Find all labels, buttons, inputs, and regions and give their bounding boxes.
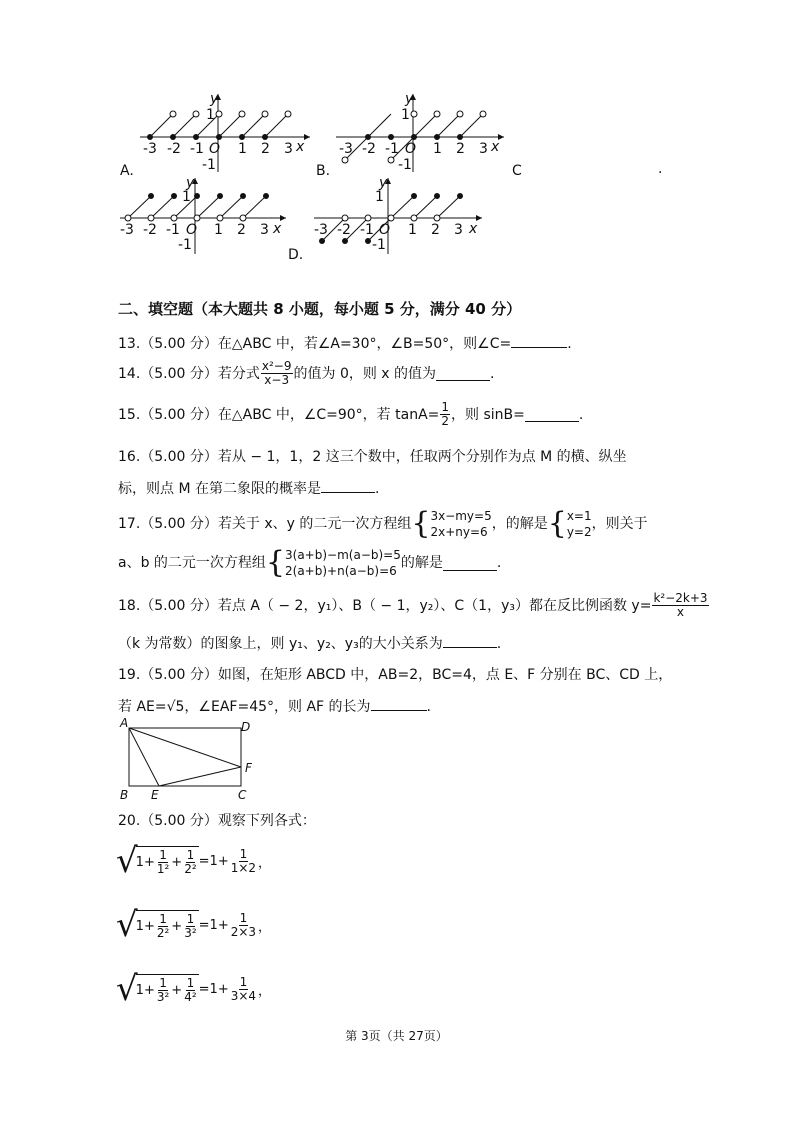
graph-c-tick: O: [186, 222, 198, 238]
q20-e3-one: 1+: [135, 983, 155, 998]
option-a-label: A.: [120, 163, 134, 179]
graph-c-minus-one: -1: [178, 237, 192, 253]
question-16-line1: 16.（5.00 分）若从 − 1，1，2 这三个数中，任取两个分别作为点 M 的横、纵坐: [118, 449, 627, 465]
q17-brace-3: {: [265, 545, 286, 580]
q17-system-2: [285, 547, 401, 579]
graph-option-b: [316, 92, 516, 178]
q14-text-b: 的值为 0，则 x 的值为: [293, 365, 437, 382]
graph-a-tick: -2: [167, 141, 181, 157]
q17-end: .: [496, 555, 502, 571]
fig-label-e: E: [151, 788, 159, 802]
q15-answer-blank[interactable]: [525, 407, 579, 422]
graph-b-tick: 3: [479, 141, 488, 157]
graph-a-tick: 2: [261, 141, 270, 157]
option-b-label: B.: [316, 163, 331, 179]
q14-text: 14.（5.00 分）若分式: [118, 365, 260, 382]
graph-d-x-label: x: [469, 221, 478, 237]
q20-expression-1: [116, 840, 271, 882]
option-c-dot: .: [658, 161, 663, 177]
q20-e3-eq: =1+: [198, 981, 229, 997]
q20-e3-b-num: 1: [186, 976, 195, 990]
q20-e3-frac-a: [156, 977, 170, 1004]
graph-b-one: 1: [401, 107, 410, 123]
graph-b-tick: 1: [433, 141, 442, 157]
q20-expression-2: [116, 904, 271, 946]
q20-e2-tail: ，: [258, 919, 272, 935]
graph-d-minus-one: -1: [372, 237, 386, 253]
q20-e1-b-num: 1: [186, 848, 195, 862]
q17-answer-blank[interactable]: [443, 556, 497, 571]
q18-end: .: [496, 636, 502, 652]
q20-e1-a-den: 1²: [156, 862, 170, 876]
question-18-line1: [118, 592, 710, 619]
q20-e2-frac-a: [156, 913, 170, 940]
graph-a-tick: 3: [284, 141, 293, 157]
q16-text: 标，则点 M 在第二象限的概率是: [118, 481, 321, 497]
q20-e3-r-num: 1: [239, 974, 248, 989]
q20-e2-frac-r: [230, 912, 257, 939]
graph-a-tick: -3: [143, 141, 157, 157]
graph-c-tick: 3: [260, 222, 269, 238]
graph-a-minus-one: -1: [202, 157, 216, 173]
graph-b-x-label: x: [491, 139, 500, 155]
q18-line2-text: （k 为常数）的图象上，则 y₁、y₂、y₃的大小关系为: [118, 636, 443, 652]
q13-end: .: [567, 336, 572, 352]
q20-e1-plus: +: [171, 855, 183, 870]
graph-d-tick: O: [379, 222, 391, 238]
q14-fraction: [261, 360, 293, 387]
q20-e3-r-den: 3×4: [230, 988, 257, 1003]
sqrt-icon: √: [116, 841, 138, 881]
fig-label-a: A: [120, 716, 129, 730]
question-18-line2: [118, 633, 501, 653]
section-heading: 二、填空题（本大题共 8 小题，每小题 5 分，满分 40 分）: [118, 300, 522, 318]
q20-e3-b-den: 4²: [184, 990, 197, 1004]
q20-e2-b-num: 1: [186, 912, 195, 926]
q17-text-b: ，的解是: [491, 516, 548, 532]
graph-b-tick: -2: [362, 141, 376, 157]
graph-c-x-label: x: [273, 221, 282, 237]
option-c-label: C: [512, 163, 522, 179]
graph-d-one: 1: [375, 189, 384, 205]
q18-numerator: k²−2k+3: [653, 591, 708, 605]
graph-b-tick: -3: [339, 141, 353, 157]
graph-c-tick: 2: [237, 222, 246, 238]
q16-answer-blank[interactable]: [321, 478, 375, 493]
q20-e1-b-den: 2²: [184, 862, 197, 876]
graph-b-y-label: y: [405, 91, 414, 107]
q17-brace-2: {: [547, 506, 567, 541]
fig-label-c: C: [238, 788, 247, 802]
graph-d-tick: 2: [431, 222, 440, 238]
q20-e1-r-den: 1×2: [230, 860, 257, 875]
q17-text-c: ，则关于: [591, 516, 648, 532]
graph-b-tick: O: [405, 141, 417, 157]
q15-fraction: [440, 401, 450, 428]
graph-c-tick: -2: [143, 222, 157, 238]
graph-d-tick: -1: [360, 222, 374, 238]
q17-eq2: 2x+ny=6: [430, 525, 488, 539]
graph-option-a: [118, 92, 318, 178]
graph-c-tick: -3: [120, 222, 134, 238]
q20-expression-3: [116, 968, 271, 1010]
q14-denominator: x−3: [264, 373, 290, 387]
q15-text-b: ，则 sinB=: [451, 406, 525, 423]
q20-e2-b-den: 3²: [184, 926, 197, 940]
q20-e2-a-num: 1: [159, 912, 167, 926]
graph-a-one: 1: [206, 107, 215, 123]
question-19-line1: 19.（5.00 分）如图，在矩形 ABCD 中，AB=2，BC=4，点 E、F 分别在 BC、CD 上，: [118, 667, 673, 683]
fig-label-b: B: [120, 788, 129, 802]
q20-e3-a-num: 1: [159, 976, 167, 990]
q15-denominator: 2: [441, 414, 450, 428]
q17-sol1: x=1: [566, 509, 592, 523]
q20-e1-eq: =1+: [198, 853, 229, 869]
q17-brace-1: {: [411, 506, 431, 541]
q15-text: 15.（5.00 分）在△ABC 中，∠C=90°，若 tanA=: [118, 406, 440, 423]
graph-d-y-label: y: [379, 175, 388, 191]
q17-eq4: 2(a+b)+n(a−b)=6: [285, 564, 397, 578]
q20-e1-frac-a: [156, 849, 170, 876]
graph-c-tick: -1: [166, 222, 180, 238]
rectangle-figure: [116, 716, 266, 802]
graph-d-tick: 3: [454, 222, 463, 238]
sqrt-icon: √: [116, 905, 138, 945]
fig-label-d: D: [241, 720, 251, 734]
question-17-line1: [118, 506, 648, 542]
q17-system-1: [430, 508, 491, 540]
graph-b-tick: 2: [456, 141, 465, 157]
q18-denominator: x: [676, 605, 685, 619]
q17-line2-text: a、b 的二元一次方程组: [118, 555, 266, 571]
q17-eq3: 3(a+b)−m(a−b)=5: [285, 548, 401, 562]
q16-end: .: [374, 481, 380, 497]
q18-text: 18.（5.00 分）若点 A（ − 2，y₁）、B（ − 1，y₂）、C（1，y₃）都在反比例函数 y=: [118, 597, 652, 614]
graph-a-tick: -1: [190, 141, 204, 157]
graph-option-d: [312, 176, 512, 262]
graph-a-tick: O: [209, 141, 221, 157]
q20-e2-eq: =1+: [198, 917, 229, 933]
q20-e1-tail: ，: [258, 855, 272, 871]
q20-e3-frac-b: [183, 977, 197, 1004]
question-15: [118, 401, 583, 428]
q18-answer-blank[interactable]: [443, 633, 497, 648]
q20-e1-a-num: 1: [159, 848, 167, 862]
graph-d-tick: 1: [408, 222, 417, 238]
graph-a-x-label: x: [296, 139, 305, 155]
fig-label-f: F: [245, 761, 252, 775]
sqrt-icon: √: [116, 969, 138, 1009]
q17-line2-text-b: 的解是: [400, 555, 443, 571]
graph-b: [316, 92, 516, 178]
q19-end: .: [426, 699, 431, 715]
q20-e2-one: 1+: [135, 919, 155, 934]
q20-e1-one: 1+: [135, 855, 155, 870]
question-14: [118, 360, 495, 387]
q17-solution: [567, 508, 592, 540]
q17-text: 17.（5.00 分）若关于 x、y 的二元一次方程组: [118, 516, 412, 532]
question-20-line1: 20.（5.00 分）观察下列各式：: [118, 813, 316, 829]
page-footer: 第 3页（共 27页）: [345, 1029, 448, 1043]
q13-text: 13.（5.00 分）在△ABC 中，若∠A=30°，∠B=50°，则∠C=: [118, 336, 512, 352]
q17-eq1: 3x−my=5: [430, 509, 492, 523]
question-16-line2: [118, 478, 379, 498]
graph-b-tick: -1: [385, 141, 399, 157]
q18-fraction: [652, 592, 708, 619]
q20-e3-tail: ，: [258, 983, 272, 999]
question-17-line2: [118, 545, 501, 581]
graph-d-tick: -2: [337, 222, 351, 238]
q20-e2-r-den: 2×3: [230, 924, 257, 939]
graph-d-tick: -3: [314, 222, 328, 238]
q20-e2-r-num: 1: [239, 910, 248, 925]
q14-answer-blank[interactable]: [436, 366, 490, 381]
q20-e3-frac-r: [230, 976, 257, 1003]
q20-e1-frac-r: [230, 848, 257, 875]
q20-e3-plus: +: [171, 983, 183, 998]
q20-e1-r-num: 1: [239, 846, 248, 861]
graph-a-tick: 1: [238, 141, 247, 157]
graph-c-tick: 1: [214, 222, 223, 238]
q14-end: .: [490, 365, 495, 382]
q17-sol2: y=2: [566, 525, 592, 539]
question-19-line2: [118, 696, 431, 716]
q20-e3-a-den: 3²: [156, 990, 170, 1004]
q15-end: .: [578, 406, 584, 423]
q19-text: 若 AE=√5，∠EAF=45°，则 AF 的长为: [118, 699, 371, 715]
graph-d: [312, 176, 512, 262]
graph-b-minus-one: -1: [398, 157, 412, 173]
q20-e2-frac-b: [183, 913, 197, 940]
q20-e1-frac-b: [183, 849, 197, 876]
graph-a-y-label: y: [210, 91, 219, 107]
q20-e2-a-den: 2²: [156, 926, 170, 940]
option-d-label: D.: [288, 247, 304, 263]
graph-c-y-label: y: [186, 175, 195, 191]
q19-answer-blank[interactable]: [371, 696, 427, 711]
graph-c-one: 1: [182, 189, 191, 205]
q13-answer-blank[interactable]: [511, 333, 567, 348]
q14-numerator: x²−9: [261, 359, 292, 373]
q20-e2-plus: +: [171, 919, 183, 934]
question-13: [118, 333, 572, 353]
q15-numerator: 1: [441, 400, 450, 414]
